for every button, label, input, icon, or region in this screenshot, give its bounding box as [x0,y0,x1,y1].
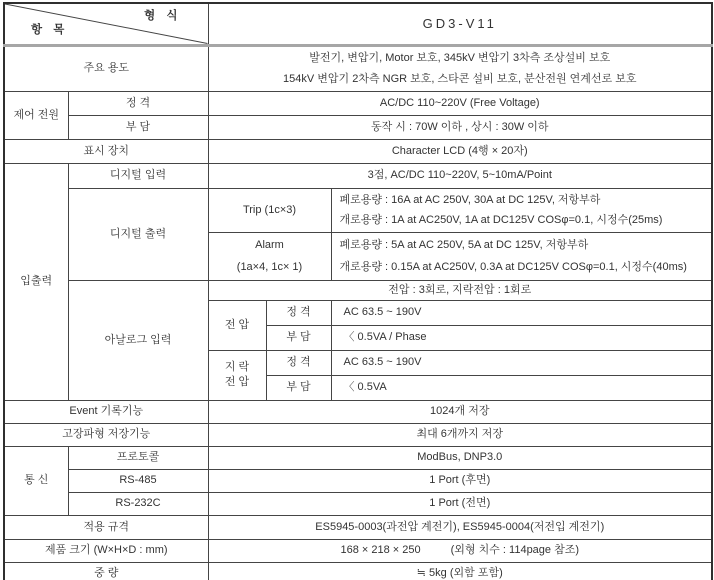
analog-voltage-label: 전 압 [208,300,266,350]
trip-opening-capacity: 개로용량 : 1A at AC250V, 1A at DC125V COSφ=0.1, 시정수(25ms) [339,214,663,226]
product-size-value [208,539,712,562]
protocol-value: ModBus, DNP3.0 [208,446,712,469]
digital-output-label: 디지털 출력 [68,188,208,280]
fault-wave-label: 고장파형 저장기능 [4,423,208,446]
control-power-group-label: 제어 전원 [4,91,68,139]
header-diagonal-cell [4,3,208,45]
control-power-burden-value: 동작 시 : 70W 이하 , 상시 : 30W 이하 [208,115,712,139]
alarm-opening-capacity: 개로용량 : 0.15A at AC250V, 0.3A at DC125V COSφ=0.1, 시정수(40ms) [339,261,687,273]
control-power-rated-value: AC/DC 110~220V (Free Voltage) [208,91,712,115]
analog-ground-rated-label: 정 격 [266,350,331,375]
event-record-label: Event 기록기능 [4,400,208,423]
comm-group-label: 통 신 [4,446,68,515]
analog-ground-voltage-label [208,350,266,400]
control-power-rated-label: 정 격 [68,91,208,115]
analog-ground-voltage-label-line2: 전 압 [224,376,250,388]
control-power-burden-label: 부 담 [68,115,208,139]
product-size-note: (외형 치수 : 114page 참조) [450,544,580,557]
rs485-value: 1 Port (후면) [208,469,712,492]
analog-voltage-rated-value: AC 63.5 ~ 190V [331,300,712,325]
model-name: GD3-V11 [208,3,712,45]
weight-label: 중 량 [4,562,208,580]
fault-wave-value: 최대 6개까지 저장 [208,423,712,446]
alarm-value [331,232,712,280]
analog-input-label: 아날로그 입력 [68,280,208,400]
alarm-label-line2: (1a×4, 1c× 1) [236,261,303,273]
trip-closing-capacity: 폐로용량 : 16A at AC 250V, 30A at DC 125V, 저항부하 [339,194,601,206]
protocol-label: 프로토콜 [68,446,208,469]
digital-input-value: 3점, AC/DC 110~220V, 5~10mA/Point [208,163,712,188]
alarm-label-line1: Alarm [255,239,284,251]
main-use-line1: 발전기, 변압기, Motor 보호, 345kV 변압기 3차측 조상설비 보호 [309,51,611,64]
analog-voltage-rated-label: 정 격 [266,300,331,325]
main-use-line2: 154kV 변압기 2차측 NGR 보호, 스타콘 설비 보호, 분산전원 연계선로 보호 [283,72,637,85]
alarm-closing-capacity: 폐로용량 : 5A at AC 250V, 5A at DC 125V, 저항부하 [339,239,589,251]
header-item-label: 항 목 [31,23,69,36]
main-use-label: 주요 용도 [4,45,208,91]
analog-ground-rated-value: AC 63.5 ~ 190V [331,350,712,375]
rs232c-label: RS-232C [68,492,208,515]
trip-label: Trip (1c×3) [208,188,331,232]
analog-ground-burden-value: 〈 0.5VA [331,375,712,400]
spec-table [3,2,713,580]
trip-value [331,188,712,232]
digital-input-label: 디지털 입력 [68,163,208,188]
product-size-dimensions: 168 × 218 × 250 [340,544,421,557]
rs485-label: RS-485 [68,469,208,492]
analog-circuits-value: 전압 : 3회로, 지락전압 : 1회로 [208,280,712,300]
rs232c-value: 1 Port (전면) [208,492,712,515]
product-size-label: 제품 크기 (W×H×D : mm) [4,539,208,562]
header-type-label: 형 식 [144,10,182,22]
main-use-value [208,45,712,91]
event-record-value: 1024개 저장 [208,400,712,423]
display-label: 표시 장치 [4,139,208,163]
analog-voltage-burden-label: 부 담 [266,325,331,350]
analog-ground-voltage-label-line1: 지 락 [224,361,250,374]
alarm-label [208,232,331,280]
display-value: Character LCD (4행 × 20자) [208,139,712,163]
analog-voltage-burden-value: 〈 0.5VA / Phase [331,325,712,350]
standard-label: 적용 규격 [4,515,208,539]
analog-ground-burden-label: 부 담 [266,375,331,400]
weight-value: ≒ 5kg (외함 포함) [208,562,712,580]
io-group-label: 입출력 [4,163,68,400]
standard-value: ES5945-0003(과전압 계전기), ES5945-0004(저전입 계전기) [208,515,712,539]
